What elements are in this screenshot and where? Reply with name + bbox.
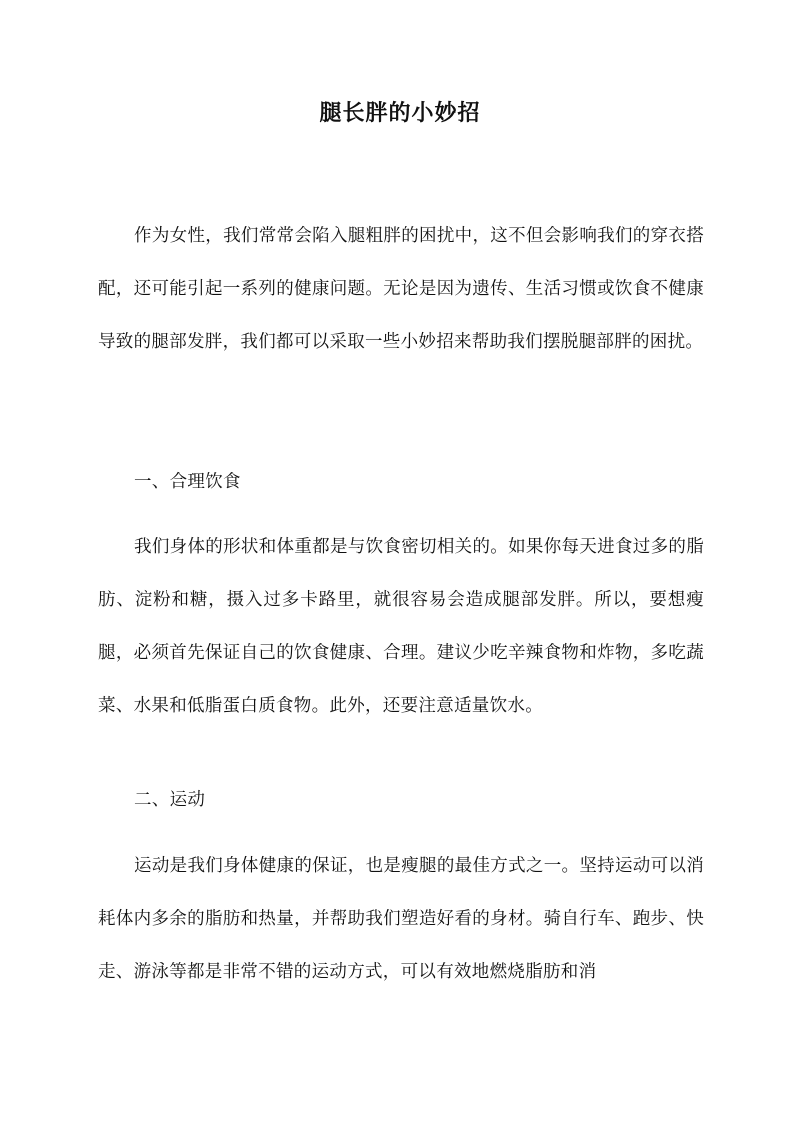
section-heading-diet: 一、合理饮食 xyxy=(134,472,241,492)
section-body-exercise: 运动是我们身体健康的保证，也是瘦腿的最佳方式之一。坚持运动可以消耗体内多余的脂肪和热量，并帮助我们塑造好看的身材。骑自行车、跑步、快走、游泳等都是非常不错的运动方式，可以有效地燃烧脂肪和消 xyxy=(98,856,704,982)
section-heading-exercise: 二、运动 xyxy=(134,790,206,810)
section-body-diet: 我们身体的形状和体重都是与饮食密切相关的。如果你每天进食过多的脂肪、淀粉和糖，摄入过多卡路里，就很容易会造成腿部发胖。所以，要想瘦腿，必须首先保证自己的饮食健康、合理。建议少吃辛辣食物和炸物，多吃蔬菜、水果和低脂蛋白质食物。此外，还要注意适量饮水。 xyxy=(98,537,704,716)
intro-paragraph: 作为女性，我们常常会陷入腿粗胖的困扰中，这不但会影响我们的穿衣搭配，还可能引起一系列的健康问题。无论是因为遗传、生活习惯或饮食不健康导致的腿部发胖，我们都可以采取一些小妙招来帮助我们摆脱腿部胖的困扰。 xyxy=(98,226,704,352)
document-title: 腿长胖的小妙招 xyxy=(319,100,481,126)
